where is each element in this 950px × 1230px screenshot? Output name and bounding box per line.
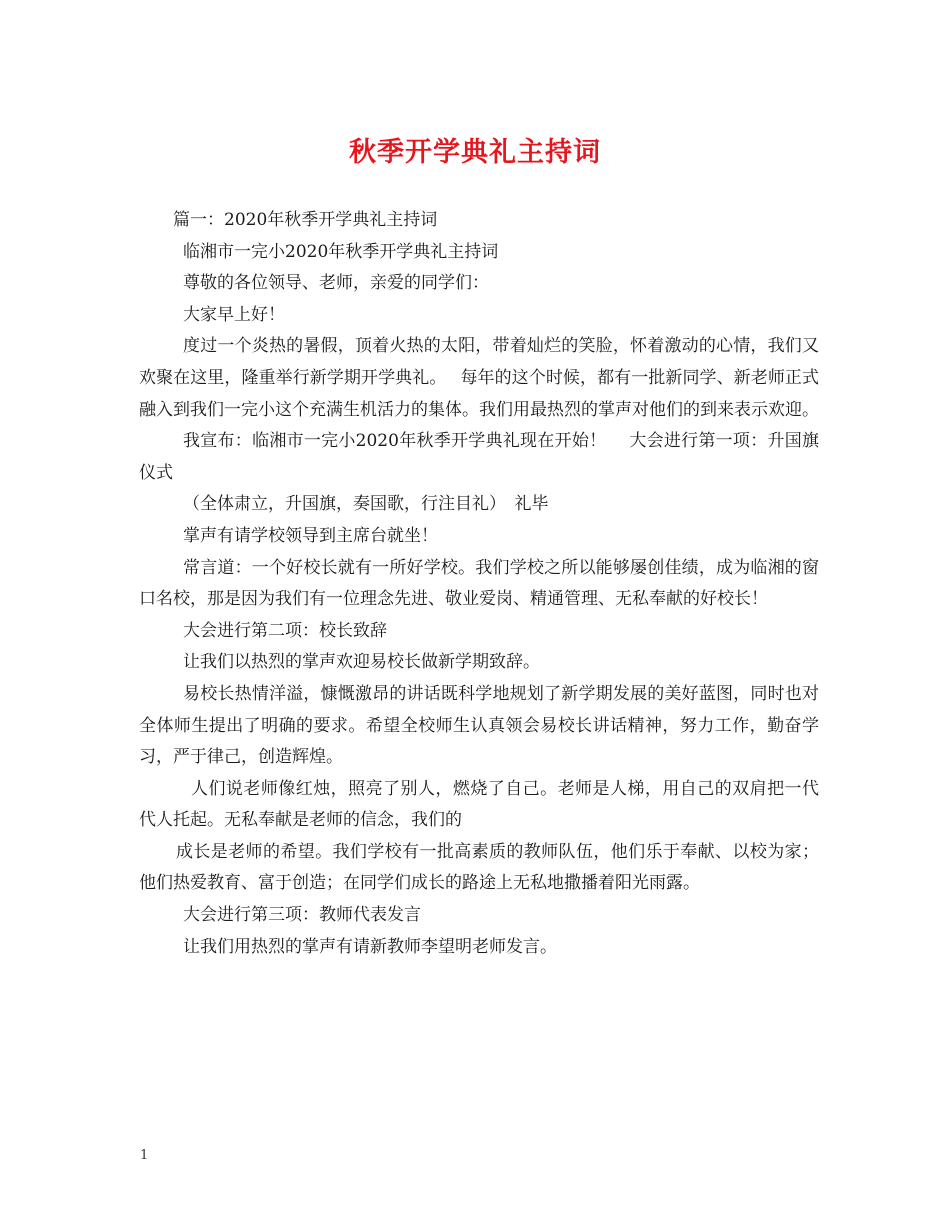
paragraph: 篇一：2020年秋季开学典礼主持词 <box>173 210 438 230</box>
paragraph: 大会进行第二项：校长致辞 <box>183 620 387 641</box>
paragraph: 临湘市一完小2020年秋季开学典礼主持词 <box>183 241 499 262</box>
paragraph: 易校长热情洋溢，慷慨激昂的讲话既科学地规划了新学期发展的美好蓝图，同时也对全体师生提出了明确的要求。希望全校师生认真领会易校长讲话精神，努力工作，勤奋学习，严于律己，创造辉煌。 <box>139 683 819 768</box>
paragraph: 大会进行第三项：教师代表发言 <box>183 905 421 926</box>
page-number: 1 <box>140 1148 149 1163</box>
paragraph: 让我们用热烈的掌声有请新教师李望明老师发言。 <box>183 936 557 957</box>
paragraph: 让我们以热烈的掌声欢迎易校长做新学期致辞。 <box>183 652 540 673</box>
paragraph: 人们说老师像红烛，照亮了别人，燃烧了自己。老师是人梯，用自己的双肩把一代代人托起。无私奉献是老师的信念，我们的 <box>139 778 819 831</box>
paragraph: （全体肃立，升国旗，奏国歌，行注目礼） 礼毕 <box>183 494 549 515</box>
paragraph: 度过一个炎热的暑假，顶着火热的太阳，带着灿烂的笑脸，怀着激动的心情，我们又欢聚在这里，隆重举行新学期开学典礼。 每年的这个时候，都有一批新同学、新老师正式融入到我们一完小这个充满生机活力的集体。我们用最热烈的掌声对他们的到来表示欢迎。 <box>139 336 819 420</box>
document-body <box>139 205 819 963</box>
paragraph: 尊敬的各位领导、老师，亲爱的同学们： <box>183 273 489 294</box>
paragraph: 大家早上好！ <box>183 304 285 325</box>
paragraph: 我宣布：临湘市一完小2020年秋季开学典礼现在开始！ 大会进行第一项：升国旗仪式 <box>139 431 819 483</box>
paragraph: 掌声有请学校领导到主席台就坐！ <box>183 525 438 546</box>
paragraph: 成长是老师的希望。我们学校有一批高素质的教师队伍，他们乐于奉献、以校为家；他们热爱教育、富于创造；在同学们成长的路途上无私地撒播着阳光雨露。 <box>139 841 819 894</box>
paragraph: 常言道：一个好校长就有一所好学校。我们学校之所以能够屡创佳绩，成为临湘的窗口名校，那是因为我们有一位理念先进、敬业爱岗、精通管理、无私奉献的好校长！ <box>139 557 819 610</box>
document-title: 秋季开学典礼主持词 <box>349 137 601 168</box>
